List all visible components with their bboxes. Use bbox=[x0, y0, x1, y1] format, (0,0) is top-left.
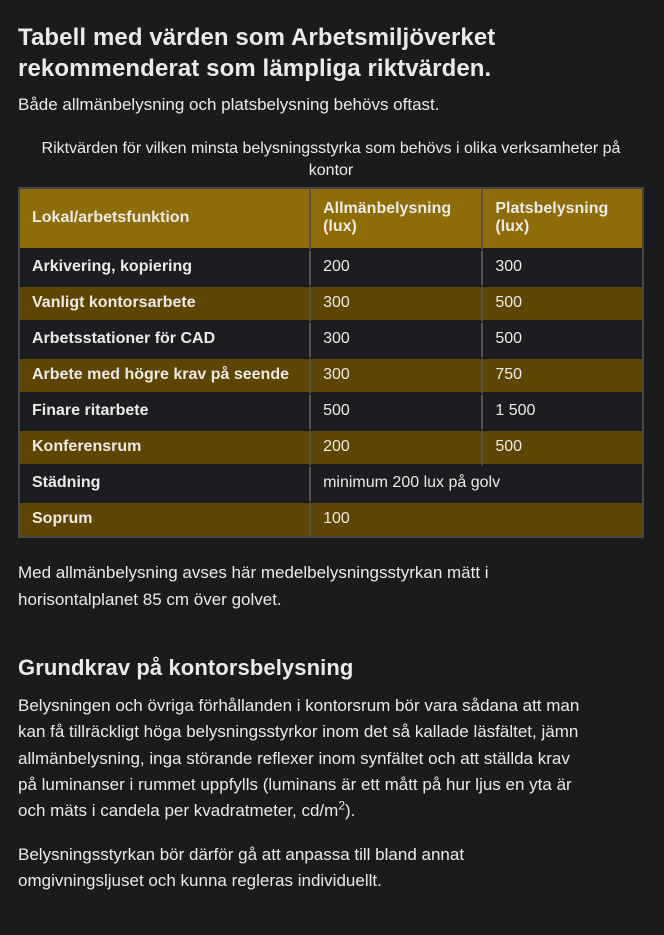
page-title: Tabell med värden som Arbetsmiljöverket rekommenderat som lämpliga riktvärden. bbox=[18, 24, 496, 83]
section-paragraph-1 bbox=[18, 693, 580, 825]
table-note: Med allmänbelysning avses här medelbelysningsstyrkan mätt i horisontalplanet 85 cm över golvet. bbox=[18, 563, 489, 609]
row-label: Finare ritarbete bbox=[20, 395, 311, 431]
table-row bbox=[20, 395, 642, 431]
article bbox=[18, 22, 644, 894]
section-paragraph-1-text: Belysningen och övriga förhållanden i kontorsrum bör vara sådana att man kan få tillräckligt höga belysningsstyrkor inom det så kallade läsfältet, jämn allmänbelysning, inga störande reflexer inom synfältet och att ställda krav på luminanser i rummet uppfylls (luminans är ett mått på hur ljus en yta är och mäts i candela per kvadratmeter, cd/m bbox=[18, 696, 580, 821]
row-value-platsbelysning: 750 bbox=[483, 359, 642, 395]
row-value-allmanbelysning: 300 bbox=[311, 359, 483, 395]
row-label: Arkivering, kopiering bbox=[20, 251, 311, 287]
row-value-allmanbelysning: 200 bbox=[311, 251, 483, 287]
table-header-row bbox=[20, 189, 642, 251]
table-row bbox=[20, 251, 642, 287]
intro-text: Både allmänbelysning och platsbelysning behövs oftast. bbox=[18, 95, 440, 115]
row-label: Städning bbox=[20, 467, 311, 503]
row-label: Konferensrum bbox=[20, 431, 311, 467]
column-header-allmanbelysning: Allmänbelysning (lux) bbox=[311, 189, 483, 251]
row-value-platsbelysning: 300 bbox=[483, 251, 642, 287]
section-paragraph-1-tail: ). bbox=[345, 801, 356, 821]
row-value-platsbelysning: 1 500 bbox=[483, 395, 642, 431]
row-label: Vanligt kontorsarbete bbox=[20, 287, 311, 323]
row-value-platsbelysning: 500 bbox=[483, 287, 642, 323]
row-value-allmanbelysning: 300 bbox=[311, 323, 483, 359]
row-value-allmanbelysning: minimum 200 lux på golv bbox=[311, 467, 642, 503]
column-header-platsbelysning: Platsbelysning (lux) bbox=[483, 189, 642, 251]
row-value-platsbelysning: 500 bbox=[483, 431, 642, 467]
table-body bbox=[20, 251, 642, 536]
section-heading: Grundkrav på kontorsbelysning bbox=[18, 655, 354, 681]
table-caption: Riktvärden för vilken minsta belysningsstyrka som behövs i olika verksamheter på kontor bbox=[41, 140, 621, 179]
row-label: Arbete med högre krav på seende bbox=[20, 359, 311, 395]
superscript-2: 2 bbox=[338, 798, 345, 813]
row-value-platsbelysning: 500 bbox=[483, 323, 642, 359]
table-row bbox=[20, 503, 642, 536]
row-value-allmanbelysning: 200 bbox=[311, 431, 483, 467]
table-row bbox=[20, 467, 642, 503]
table-row bbox=[20, 287, 642, 323]
row-value-allmanbelysning: 300 bbox=[311, 287, 483, 323]
table-row bbox=[20, 323, 642, 359]
row-value-allmanbelysning: 500 bbox=[311, 395, 483, 431]
row-value-allmanbelysning: 100 bbox=[311, 503, 642, 536]
column-header-lokal-arbetsfunktion: Lokal/arbetsfunktion bbox=[20, 189, 311, 251]
riktvarden-table bbox=[18, 187, 644, 538]
row-label: Arbetsstationer för CAD bbox=[20, 323, 311, 359]
row-label: Soprum bbox=[20, 503, 311, 536]
table-row bbox=[20, 431, 642, 467]
table-row bbox=[20, 359, 642, 395]
section-paragraph-2: Belysningsstyrkan bör därför gå att anpassa till bland annat omgivningsljuset och kunna regleras individuellt. bbox=[18, 844, 465, 891]
